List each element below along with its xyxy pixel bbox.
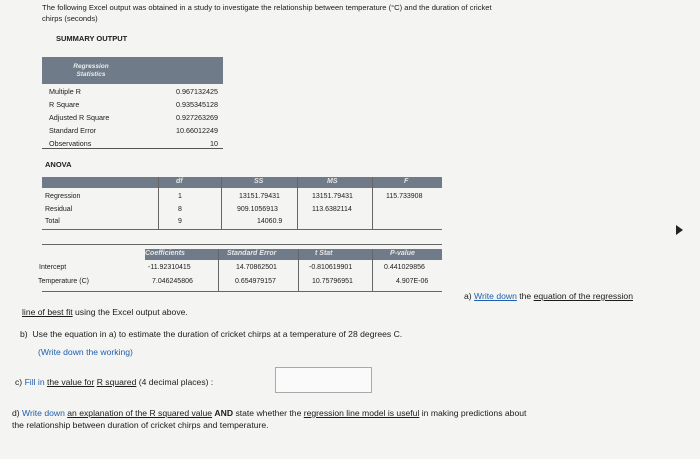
question-d xyxy=(12,407,692,431)
question-a-emphasis-2: line of best fit xyxy=(22,307,73,317)
question-d-label: d) xyxy=(12,408,20,418)
intro-line-1: The following Excel output was obtained in a study to investigate the relationship between temperature (°C) and the duration of cricket xyxy=(42,3,492,12)
coef-header-bar xyxy=(145,249,442,260)
rs-label: Observations xyxy=(49,139,92,148)
coef-top-rule xyxy=(42,244,442,245)
question-c xyxy=(15,376,275,388)
anova-df: 1 xyxy=(178,193,182,200)
rs-value: 0.927263269 xyxy=(176,113,218,122)
anova-row-label: Residual xyxy=(45,206,73,213)
anova-divider xyxy=(158,177,159,229)
arrow-right-icon xyxy=(676,225,683,235)
summary-output-title: SUMMARY OUTPUT xyxy=(56,34,128,43)
regression-statistics-values xyxy=(147,85,218,150)
anova-df: 8 xyxy=(178,206,182,213)
coef-divider xyxy=(372,249,373,291)
anova-ms: 13151.79431 xyxy=(312,193,353,200)
question-d-and: AND xyxy=(214,408,234,418)
rs-value: 0.967132425 xyxy=(176,87,218,96)
intro-line-2: chirps (seconds) xyxy=(42,14,98,23)
anova-df: 9 xyxy=(178,218,182,225)
coef-stderr: 0.654979157 xyxy=(235,278,276,285)
question-c-text: the value for xyxy=(47,377,95,387)
question-c-verb: Fill in xyxy=(24,377,45,387)
coef-header-stderr: Standard Error xyxy=(227,250,277,257)
coef-row-label: Temperature (C) xyxy=(38,278,89,285)
question-d-emphasis: an explanation of the R squared value xyxy=(67,408,213,418)
rs-value: 10 xyxy=(210,139,218,148)
coef-stderr: 14.70862501 xyxy=(236,264,277,271)
rs-label: Adjusted R Square xyxy=(49,113,110,122)
anova-ss: 13151.79431 xyxy=(239,193,280,200)
question-a-label: a) xyxy=(464,291,472,301)
anova-row-label: Total xyxy=(45,218,60,225)
question-d-line-2: the relationship between duration of cricket chirps and temperature. xyxy=(12,420,269,430)
anova-header-ss: SS xyxy=(254,178,264,185)
rs-label: Multiple R xyxy=(49,87,81,96)
rs-label: Standard Error xyxy=(49,126,97,135)
question-c-label: c) xyxy=(15,377,23,387)
question-c-rest: (4 decimal places) : xyxy=(138,377,214,387)
coef-divider xyxy=(218,249,219,291)
anova-divider xyxy=(372,177,373,229)
regression-statistics-header-fill xyxy=(140,57,223,84)
coef-divider xyxy=(298,249,299,291)
anova-row-label: Regression xyxy=(45,193,81,200)
rs-bottom-rule xyxy=(42,148,223,149)
question-d-rest-2: in making predictions about xyxy=(421,408,527,418)
question-b xyxy=(20,328,580,340)
anova-header-f: F xyxy=(404,178,409,185)
coef-bottom-rule xyxy=(42,291,442,292)
coef-header-coefficients: Coefficients xyxy=(145,250,185,257)
r-squared-answer-input[interactable] xyxy=(275,367,372,393)
anova-header-bar xyxy=(42,177,442,188)
anova-bottom-rule xyxy=(42,229,442,230)
anova-f: 115.733908 xyxy=(386,193,423,200)
question-a-text: the xyxy=(519,291,532,301)
rs-value: 10.66012249 xyxy=(176,126,218,135)
coef-header-tstat: t Stat xyxy=(315,250,333,257)
question-b-text: Use the equation in a) to estimate the duration of cricket chirps at a temperature of 28 degrees C. xyxy=(32,329,403,339)
coef-pvalue: 0.441029856 xyxy=(384,264,425,271)
question-a xyxy=(464,290,694,302)
question-b-note: (Write down the working) xyxy=(38,347,133,357)
coef-row-label: Intercept xyxy=(39,264,67,271)
coef-value: -11.92310415 xyxy=(148,264,191,271)
anova-divider xyxy=(297,177,298,229)
coef-pvalue: 4.907E-06 xyxy=(396,278,429,285)
coef-value: 7.046245806 xyxy=(152,278,193,285)
question-a-continued xyxy=(22,306,422,318)
question-d-verb: Write down xyxy=(22,408,65,418)
anova-ss: 909.1056913 xyxy=(237,206,278,213)
rs-value: 0.935345128 xyxy=(176,100,218,109)
question-a-verb: Write down xyxy=(474,291,517,301)
intro-text xyxy=(42,2,672,24)
anova-divider xyxy=(221,177,222,229)
question-a-rest: using the Excel output above. xyxy=(75,307,188,317)
anova-header-ms: MS xyxy=(327,178,338,185)
rs-header-line-1: Regression xyxy=(73,62,109,70)
question-d-rest: state whether the xyxy=(235,408,302,418)
anova-title: ANOVA xyxy=(45,160,72,169)
regression-statistics-header xyxy=(42,57,140,84)
anova-ms: 113.6382114 xyxy=(312,206,352,213)
question-b-label: b) xyxy=(20,329,28,339)
question-c-emphasis: R squared xyxy=(96,377,137,387)
coef-tstat: -0.810619901 xyxy=(309,264,353,271)
rs-header-line-2: Statistics xyxy=(76,70,106,78)
question-d-emphasis-2: regression line model is useful xyxy=(303,408,420,418)
anova-ss: 14060.9 xyxy=(257,218,283,225)
question-a-emphasis: equation of the regression xyxy=(533,291,633,301)
coef-header-pvalue: P-value xyxy=(390,250,415,257)
coef-tstat: 10.75796951 xyxy=(312,278,353,285)
rs-label: R Square xyxy=(49,100,80,109)
regression-statistics-labels xyxy=(49,85,109,150)
anova-header-df: df xyxy=(176,178,183,185)
